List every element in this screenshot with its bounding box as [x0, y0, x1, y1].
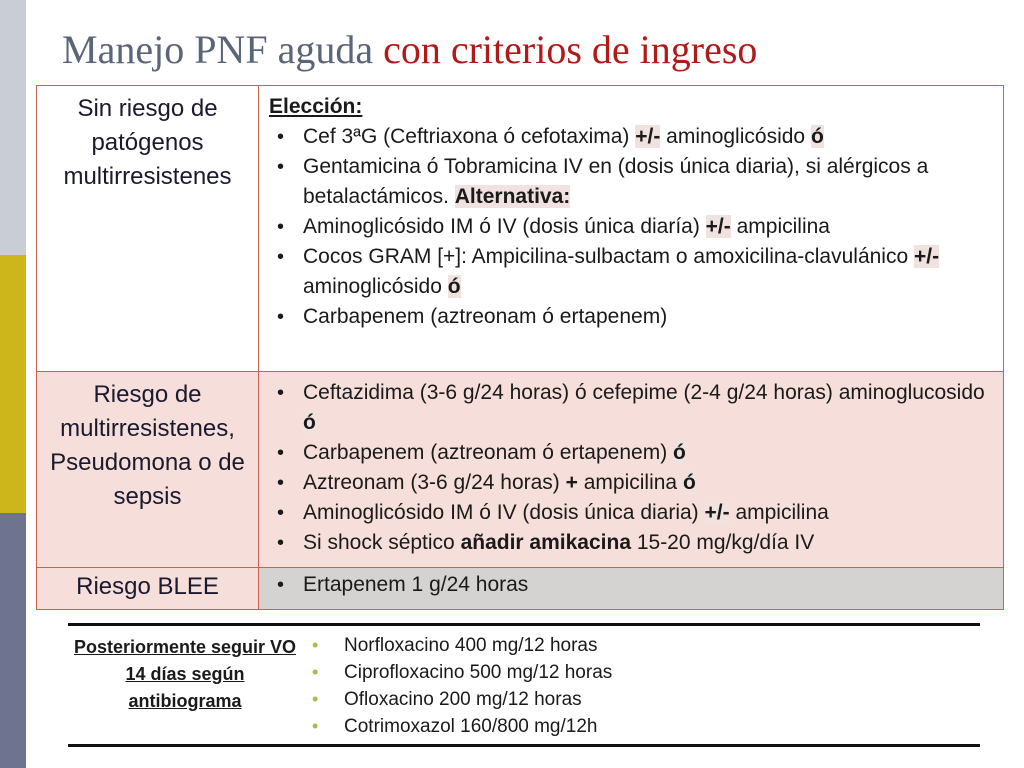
title-part-gray: Manejo PNF aguda — [62, 27, 384, 72]
bullet-icon: • — [277, 156, 285, 178]
list-item: • Carbapenem (aztreonam ó ertapenem) — [269, 302, 993, 332]
band-segment-bottom — [0, 513, 26, 768]
list-item: • Gentamicina ó Tobramicina IV en (dosis única diaria), si alérgicos a betalactámicos. Alternativa: — [269, 152, 993, 212]
treatment-list — [269, 378, 993, 558]
list-item: • Ertapenem 1 g/24 horas — [269, 570, 993, 600]
list-item: • Ceftazidima (3-6 g/24 horas) ó cefepime (2-4 g/24 horas) aminoglucosido ó — [269, 378, 993, 438]
treatment-table — [36, 85, 1004, 610]
list-item: • Aminoglicósido IM ó IV (dosis única diaria) +/- ampicilina — [269, 498, 993, 528]
row-content — [259, 372, 1004, 568]
row-label: Riesgo de multirresistenes, Pseudomona o de sepsis — [37, 372, 259, 568]
bullet-icon: • — [277, 216, 285, 238]
list-item: • Si shock séptico añadir amikacina 15-20 mg/kg/día IV — [269, 528, 993, 558]
treatment-list — [269, 570, 993, 600]
row-label: Riesgo BLEE — [37, 568, 259, 610]
list-item: • Cef 3ªG (Ceftriaxona ó cefotaxima) +/- aminoglicósido ó — [269, 122, 993, 152]
bullet-icon: • — [312, 635, 319, 655]
bullet-icon: • — [277, 472, 285, 494]
list-item: • Carbapenem (aztreonam ó ertapenem) ó — [269, 438, 993, 468]
oral-followup-label: Posteriormente seguir VO 14 días según antibiograma — [73, 637, 297, 711]
bullet-icon: • — [277, 306, 285, 328]
choice-heading: Elección: — [269, 95, 363, 118]
bullet-icon: • — [277, 574, 285, 596]
list-item: • Cocos GRAM [+]: Ampicilina-sulbactam o amoxicilina-clavulánico +/- aminoglicósido ó — [269, 242, 993, 302]
row-blee-risk — [37, 568, 1004, 610]
row-no-risk — [37, 86, 1004, 372]
list-item: • Norfloxacino 400 mg/12 horas — [308, 632, 948, 659]
alternative-label: Alternativa: — [454, 185, 571, 208]
list-item: • Cotrimoxazol 160/800 mg/12h — [308, 713, 948, 740]
bullet-icon: • — [277, 442, 285, 464]
bullet-icon: • — [312, 689, 319, 709]
list-item: • Aztreonam (3-6 g/24 horas) + ampicilina ó — [269, 468, 993, 498]
slide-title — [62, 24, 757, 76]
divider-bottom — [68, 744, 980, 747]
row-content — [259, 568, 1004, 610]
bullet-icon: • — [277, 382, 285, 404]
band-segment-top — [0, 0, 26, 255]
row-multiresistance-risk — [37, 372, 1004, 568]
bullet-icon: • — [312, 662, 319, 682]
bullet-icon: • — [277, 532, 285, 554]
choice-list — [269, 122, 993, 332]
bullet-icon: • — [277, 502, 285, 524]
left-decorative-band — [0, 0, 26, 768]
title-part-red: con criterios de ingreso — [383, 27, 758, 72]
divider-top — [68, 623, 980, 626]
bullet-icon: • — [312, 716, 319, 736]
bullet-icon: • — [277, 246, 285, 268]
band-segment-middle — [0, 255, 26, 513]
bullet-icon: • — [277, 126, 285, 148]
row-label: Sin riesgo de patógenos multirresistenes — [37, 86, 259, 372]
list-item: • Aminoglicósido IM ó IV (dosis única diaría) +/- ampicilina — [269, 212, 993, 242]
list-item: • Ciprofloxacino 500 mg/12 horas — [308, 659, 948, 686]
list-item: • Ofloxacino 200 mg/12 horas — [308, 686, 948, 713]
row-content — [259, 86, 1004, 372]
oral-antibiotic-list — [308, 632, 948, 740]
